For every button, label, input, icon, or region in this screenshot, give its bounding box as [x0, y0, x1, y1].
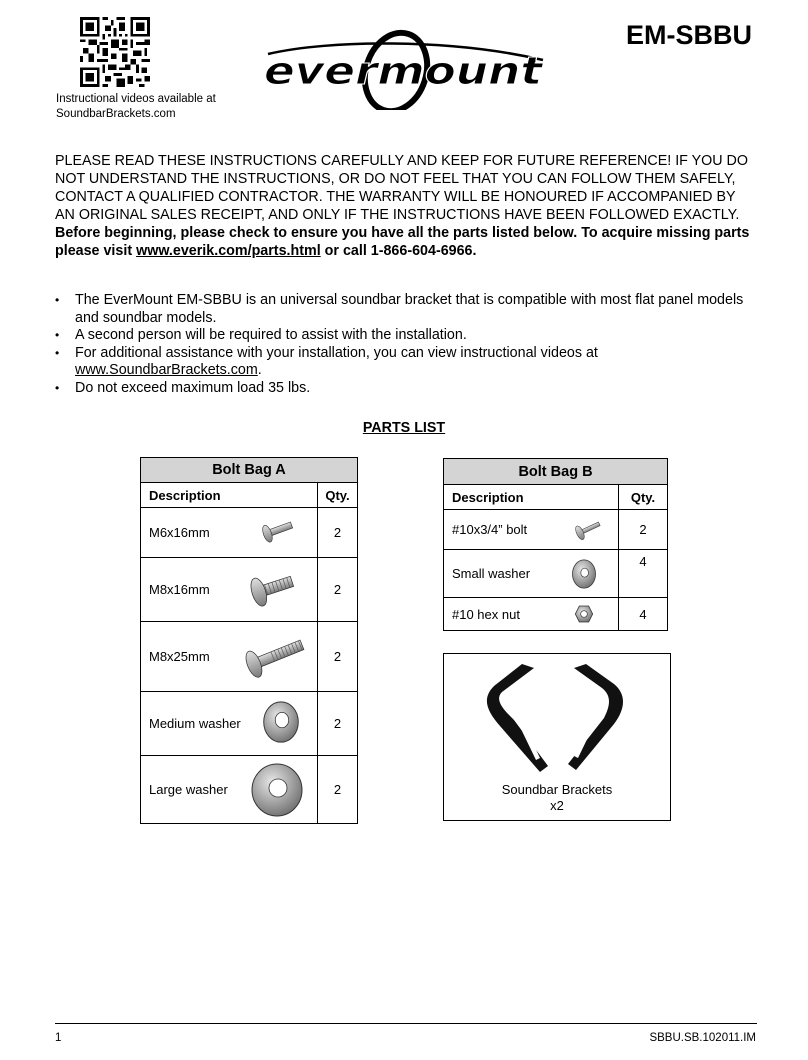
page-number: 1: [55, 1032, 62, 1044]
part-qty: 2: [318, 756, 358, 824]
bolt-bag-b-title: Bolt Bag B: [444, 459, 668, 485]
qty-header: Qty.: [619, 485, 668, 510]
brackets-label: Soundbar Brackets: [501, 782, 613, 797]
small-bolt-icon: [251, 513, 299, 549]
washer-icon: [257, 698, 305, 746]
list-item: • The EverMount EM-SBBU is an universal soundbar bracket that is compatible with most flat panel models and soundbar models.: [55, 292, 755, 327]
part-description: M6x16mm: [149, 525, 210, 540]
document-code: SBBU.SB.102011.IM: [649, 1032, 756, 1044]
description-header: Description: [444, 485, 619, 510]
list-item: • Do not exceed maximum load 35 lbs.: [55, 380, 755, 398]
bolt-bag-a-table: [140, 457, 358, 824]
part-description: #10 hex nut: [452, 606, 520, 622]
evermount-logo: [258, 24, 548, 110]
svg-text:™: ™: [530, 60, 536, 66]
list-item: • For additional assistance with your installation, you can view instructional videos at www.SoundbarBrackets.com.: [55, 345, 755, 380]
qr-caption: [56, 92, 216, 122]
parts-check-text: Before beginning, please check to ensure you have all the parts listed below. To acquire missing parts please visit www.everik.com/parts.html or call 1-866-604-6966.: [55, 225, 750, 259]
table-row: [141, 756, 358, 824]
brackets-qty: x2: [550, 798, 564, 813]
bolt-icon: [241, 566, 299, 612]
part-qty: 2: [619, 510, 668, 550]
part-qty: 4: [619, 550, 668, 598]
footer-divider: [55, 1023, 757, 1024]
soundbar-brackets-box: [443, 653, 671, 821]
table-row: [444, 598, 668, 631]
part-description: #10x3/4” bolt: [452, 522, 528, 537]
part-description: Medium washer: [149, 716, 241, 731]
bolt-bag-a-title: Bolt Bag A: [141, 458, 358, 483]
soundbar-brackets-image: [444, 654, 670, 782]
qr-caption-line1: Instructional videos available at: [56, 93, 216, 105]
qr-code-image: [80, 17, 150, 87]
part-qty: 2: [318, 558, 358, 622]
svg-text:evermount: evermount: [264, 49, 545, 93]
long-bolt-icon: [236, 627, 310, 687]
notes-list: [55, 292, 755, 397]
qty-header: Qty.: [318, 483, 358, 508]
bolt-bag-b-table: [443, 458, 668, 631]
brackets-caption: [444, 782, 670, 814]
warning-text: PLEASE READ THESE INSTRUCTIONS CAREFULLY AND KEEP FOR FUTURE REFERENCE! IF YOU DO NOT UNDERSTAND THE INSTRUCTIONS, OR DO NOT FEEL THAT YOU CAN FOLLOW THEM SAFELY, CONTACT A QUALIFIED CONTRACTOR. THE WARRANTY WILL BE HONOURED IF ACCOMPANIED BY AN ORIGINAL SALES RECEIPT, AND ONLY IF THE INSTRUCTIONS HAVE BEEN FOLLOWED EXACTLY.: [55, 153, 749, 223]
part-qty: 2: [318, 508, 358, 558]
intro-block: [55, 152, 755, 260]
small-bolt-icon: [566, 514, 606, 546]
part-description: Small washer: [452, 566, 531, 581]
table-row: [141, 558, 358, 622]
list-item: • A second person will be required to assist with the installation.: [55, 327, 755, 345]
videos-link[interactable]: www.SoundbarBrackets.com: [75, 362, 258, 378]
table-row: [141, 692, 358, 756]
description-header: Description: [141, 483, 318, 508]
part-description: M8x25mm: [149, 649, 210, 664]
part-qty: 2: [318, 622, 358, 692]
model-number: EM-SBBU: [626, 20, 752, 50]
part-qty: 2: [318, 692, 358, 756]
part-description: M8x16mm: [149, 582, 210, 597]
part-qty: 4: [619, 598, 668, 631]
washer-icon: [568, 556, 600, 592]
table-row: [444, 550, 668, 598]
table-row: [444, 510, 668, 550]
hex-nut-icon: [574, 604, 594, 624]
table-row: [141, 622, 358, 692]
qr-caption-link[interactable]: SoundbarBrackets.com: [56, 108, 176, 120]
parts-link[interactable]: www.everik.com/parts.html: [136, 243, 321, 259]
parts-list-title: PARTS LIST: [362, 420, 446, 436]
part-description: Large washer: [149, 782, 228, 797]
large-washer-icon: [247, 760, 307, 820]
table-row: [141, 508, 358, 558]
